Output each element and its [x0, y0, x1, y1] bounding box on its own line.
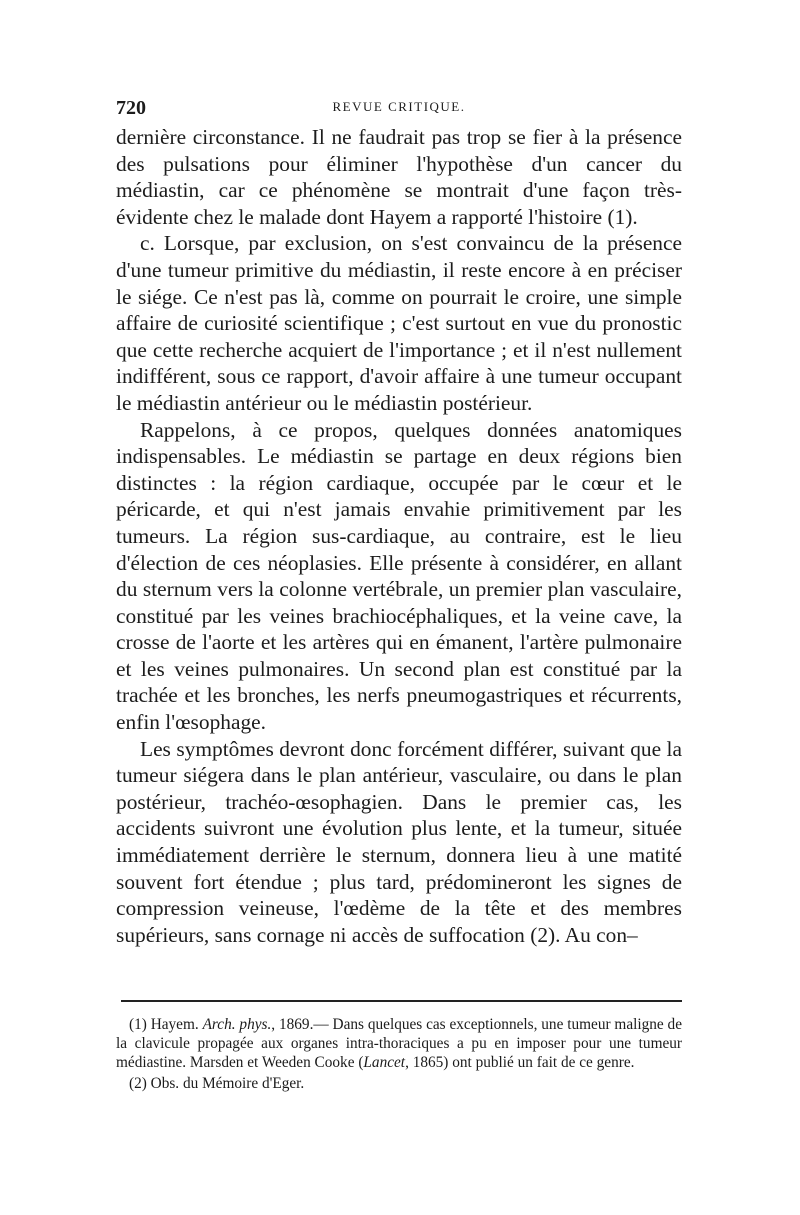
- paragraph-4: Les symptômes devront donc forcément différer, suivant que la tumeur siégera dans le plan antérieur, vasculaire, ou dans le plan postérieur, trachéo-œsophagien. Dans le premier cas, les accidents suivront une évolution plus lente, et la tumeur, située immédiatement derrière le sternum, donnera lieu à une matité souvent fort étendue ; plus tard, prédomineront les signes de compression veineuse, l'œdème de la tête et des membres supérieurs, sans cornage ni accès de suffocation (2). Au con–: [116, 736, 682, 947]
- body-text: [116, 124, 682, 948]
- footnote-1-journal: Arch. phys.: [202, 1016, 272, 1033]
- paragraph-2: c. Lorsque, par exclusion, on s'est convaincu de la présence d'une tumeur primitive du médiastin, il reste encore à en préciser le siége. Ce n'est pas là, comme on pourrait le croire, une simple affaire de curiosité scientifique ; c'est surtout en vue du pronostic que cette recherche acquiert de l'importance ; et il n'est nullement indifférent, sous ce rapport, d'avoir affaire à une tumeur occupant le médiastin antérieur ou le médiastin postérieur.: [116, 231, 682, 415]
- footnotes: [116, 1016, 682, 1094]
- paragraph-1: dernière circonstance. Il ne faudrait pas trop se fier à la présence des pulsations pour éliminer l'hypothèse d'un cancer du médiastin, car ce phénomène se montrait d'une façon très-évidente chez le malade dont Hayem a rapporté l'histoire (1).: [116, 125, 682, 229]
- running-title: REVUE CRITIQUE.: [332, 99, 466, 114]
- footnote-1-text: , 1869.— Dans quelques cas exceptionnels, une tumeur maligne de la clavicule propagée aux organes intra-thoraciques a pu en imposer pour une tumeur médiastine. Marsden et Weeden Cooke (: [116, 1016, 682, 1071]
- footnote-2: (2) Obs. du Mémoire d'Eger.: [129, 1075, 305, 1093]
- footnote-1-journal-2: Lancet: [363, 1053, 406, 1071]
- footnote-separator: [121, 1000, 682, 1002]
- footnote-1: [116, 1016, 682, 1072]
- footnote-1-marker: (1) Hayem.: [129, 1016, 199, 1033]
- page-header: [116, 96, 682, 120]
- footnote-1-tail: , 1865) ont publié un fait de ce genre.: [405, 1053, 635, 1071]
- paragraph-3: Rappelons, à ce propos, quelques données anatomiques indispensables. Le médiastin se partage en deux régions bien distinctes : la région cardiaque, occupée par le cœur et le péricarde, et qui n'est jamais envahie primitivement par les tumeurs. La région sus-cardiaque, au contraire, est le lieu d'élection de ces néoplasies. Elle présente à considérer, en allant du sternum vers la colonne vertébrale, un premier plan vasculaire, constitué par les veines brachiocéphaliques, et la veine cave, la crosse de l'aorte et les artères qui en émanent, l'artère pulmonaire et les veines pulmonaires. Un second plan est constitué par la trachée et les bronches, les nerfs pneumogastriques et récurrents, enfin l'œsophage.: [116, 417, 682, 735]
- page-number: 720: [116, 97, 146, 119]
